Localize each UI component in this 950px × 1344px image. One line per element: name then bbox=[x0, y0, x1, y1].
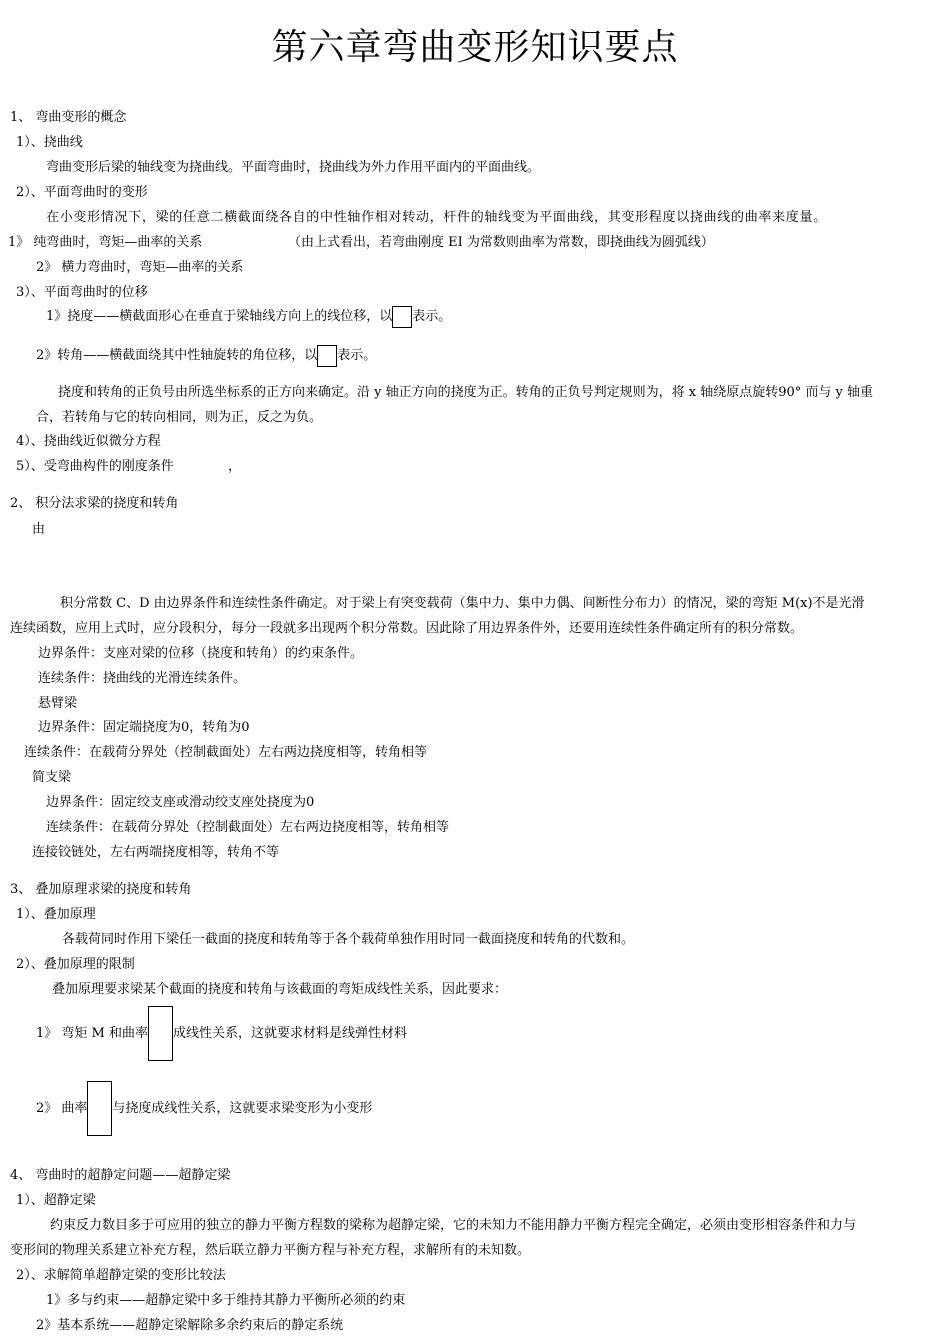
section-1-heading: 1、 弯曲变形的概念 bbox=[10, 110, 127, 125]
cantilever-continuity: 连续条件：在载荷分界处（控制截面处）左右两边挠度相等，转角相等 bbox=[24, 745, 428, 760]
page-title: 第六章弯曲变形知识要点 bbox=[271, 27, 679, 68]
section-1-sub-5-comma: ， bbox=[228, 459, 242, 474]
section-1-sub-1-text: 弯曲变形后梁的轴线变为挠曲线。平面弯曲时，挠曲线为外力作用平面内的平面曲线。 bbox=[46, 160, 541, 175]
curvature-formula-placeholder-2 bbox=[87, 1081, 112, 1136]
superposition-limit-2 bbox=[36, 1081, 372, 1136]
limit-2-text-end: 与挠度成线性关系，这就要求梁变形为小变形 bbox=[112, 1101, 373, 1116]
section-1-sub-3: 3）、平面弯曲时的位移 bbox=[16, 285, 148, 300]
section-3-sub-2: 2）、叠加原理的限制 bbox=[16, 957, 135, 972]
pure-bending-item: 1》 纯弯曲时，弯矩—曲率的关系 bbox=[8, 235, 203, 250]
section-1-sub-5: 5）、受弯曲构件的刚度条件 bbox=[16, 459, 174, 474]
cantilever-boundary: 边界条件：固定端挠度为0，转角为0 bbox=[38, 720, 250, 735]
section-2-paragraph-2: 连续函数，应用上式时，应分段积分，每分一段就多出现两个积分常数。因此除了用边界条件外，还要用连续性条件确定所有的积分常数。 bbox=[10, 621, 804, 636]
section-1-sub-1: 1）、挠曲线 bbox=[16, 135, 83, 150]
rotation-formula-placeholder bbox=[317, 345, 337, 367]
deflection-formula-placeholder bbox=[392, 306, 412, 328]
deflection-text: 1》挠度——横截面形心在垂直于梁轴线方向上的线位移，以 bbox=[46, 309, 393, 324]
section-2-heading: 2、 积分法求梁的挠度和转角 bbox=[10, 496, 179, 511]
section-2-from: 由 bbox=[32, 522, 46, 537]
limit-1-text-end: 成线性关系，这就要求材料是线弹性材料 bbox=[172, 1026, 407, 1041]
section-1-sub-2: 2）、平面弯曲时的变形 bbox=[16, 185, 148, 200]
superposition-limit-1 bbox=[36, 1006, 407, 1061]
rotation-definition bbox=[36, 345, 376, 367]
section-1-sub-2-text: 在小变形情况下，梁的任意二横截面绕各自的中性轴作相对转动，杆件的轴线变为平面曲线，其变形程度以挠曲线的曲率来度量。 bbox=[46, 210, 827, 225]
section-4-paragraph-1: 约束反力数目多于可应用的独立的静力平衡方程数的梁称为超静定梁，它的未知力不能用静力平衡方程完全确定，必须由变形相容条件和力与 bbox=[50, 1218, 857, 1233]
sign-convention-line-1: 挠度和转角的正负号由所选坐标系的正方向来确定。沿 y 轴正方向的挠度为正。转角的正负号判定规则为，将 x 轴绕原点旋转90° 而与 y 轴重 bbox=[58, 385, 873, 400]
section-1-sub-4: 4）、挠曲线近似微分方程 bbox=[16, 434, 161, 449]
limit-2-text: 2》 曲率 bbox=[36, 1101, 88, 1116]
section-4-sub-1: 1）、超静定梁 bbox=[16, 1193, 96, 1208]
simply-supported-heading: 简支梁 bbox=[32, 770, 72, 785]
section-3-sub-1: 1）、叠加原理 bbox=[16, 907, 96, 922]
section-4-heading: 4、 弯曲时的超静定问题——超静定梁 bbox=[10, 1168, 231, 1183]
section-3-heading: 3、 叠加原理求梁的挠度和转角 bbox=[10, 882, 192, 897]
limit-1-text: 1》 弯矩 M 和曲率 bbox=[36, 1026, 148, 1041]
continuity-condition-def: 连续条件：挠曲线的光滑连续条件。 bbox=[38, 671, 247, 686]
section-2-paragraph-1: 积分常数 C、D 由边界条件和连续性条件确定。对于梁上有突变载荷（集中力、集中力偶、间断性分布力）的情况，梁的弯矩 M(x)不是光滑 bbox=[60, 596, 865, 611]
section-4-sub-2: 2）、求解简单超静定梁的变形比较法 bbox=[16, 1268, 226, 1283]
basic-system-def: 2》基本系统——超静定梁解除多余约束后的静定系统 bbox=[36, 1318, 344, 1333]
simply-supported-continuity: 连续条件：在载荷分界处（控制截面处）左右两边挠度相等，转角相等 bbox=[46, 820, 450, 835]
boundary-condition-def: 边界条件：支座对梁的位移（挠度和转角）的约束条件。 bbox=[38, 646, 364, 661]
redundant-constraint-def: 1》多与约束——超静定梁中多于维持其静力平衡所必须的约束 bbox=[46, 1293, 406, 1308]
section-3-sub-2-text: 叠加原理要求梁某个截面的挠度和转角与该截面的弯矩成线性关系，因此要求： bbox=[52, 982, 508, 997]
deflection-definition bbox=[46, 306, 451, 328]
curvature-formula-placeholder-1 bbox=[148, 1006, 173, 1061]
pure-bending-note: （由上式看出，若弯曲刚度 EI 为常数则曲率为常数，即挠曲线为圆弧线） bbox=[288, 235, 714, 250]
simply-supported-boundary: 边界条件：固定绞支座或滑动绞支座处挠度为0 bbox=[46, 795, 315, 810]
cantilever-heading: 悬臂梁 bbox=[38, 696, 78, 711]
sign-convention-line-2: 合，若转角与它的转向相同，则为正，反之为负。 bbox=[36, 410, 323, 425]
section-4-paragraph-2: 变形间的物理关系建立补充方程，然后联立静力平衡方程与补充方程，求解所有的未知数。 bbox=[10, 1243, 531, 1258]
deflection-text-end: 表示。 bbox=[412, 309, 452, 324]
transverse-bending-item: 2》 横力弯曲时，弯矩—曲率的关系 bbox=[36, 260, 244, 275]
rotation-text-end: 表示。 bbox=[337, 348, 377, 363]
hinge-connection: 连接铰链处，左右两端挠度相等，转角不等 bbox=[32, 845, 280, 860]
section-3-sub-1-text: 各载荷同时作用下梁任一截面的挠度和转角等于各个载荷单独作用时同一截面挠度和转角的代数和。 bbox=[62, 932, 635, 947]
rotation-text: 2》转角——横截面绕其中性轴旋转的角位移，以 bbox=[36, 348, 318, 363]
